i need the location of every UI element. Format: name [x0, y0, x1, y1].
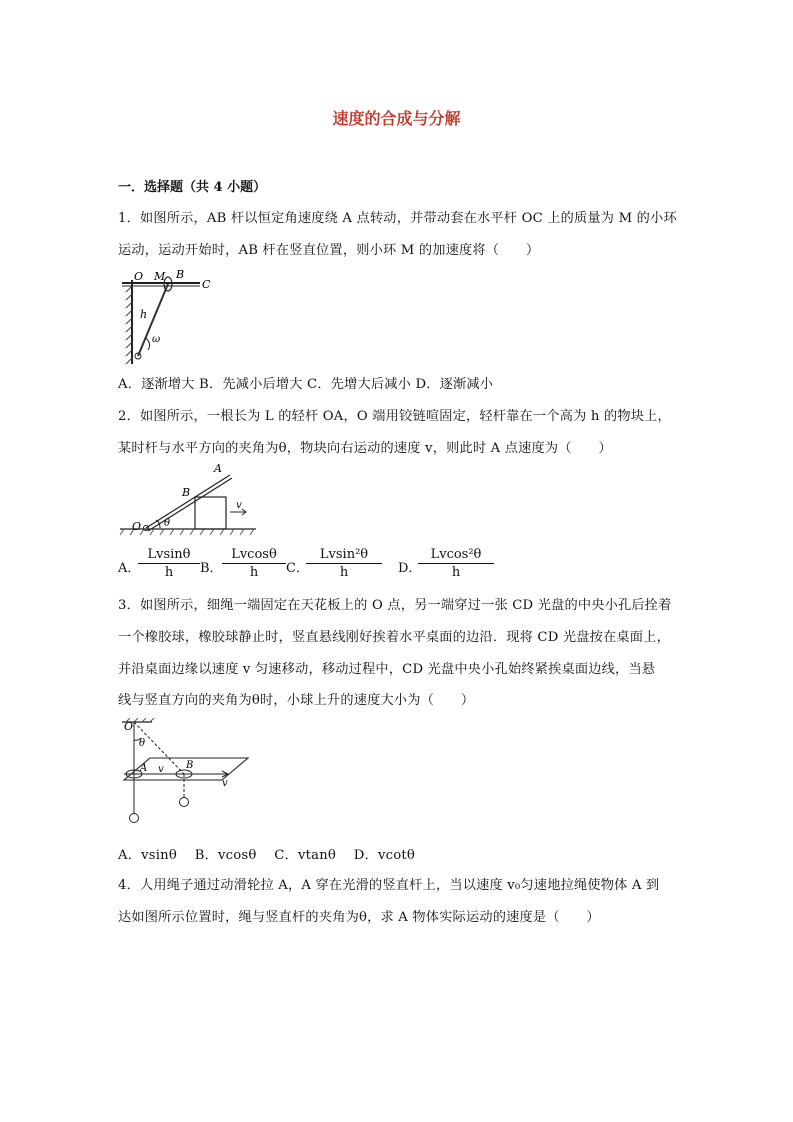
q2-option-c-label: C．: [286, 561, 309, 576]
q2-label-theta: θ: [164, 518, 171, 529]
q2-option-b-numerator: Lvcosθ: [222, 547, 286, 564]
q1-options: A．逐渐增大 B．先减小后增大 C．先增大后减小 D．逐渐减小: [118, 377, 494, 392]
q2-figure: [118, 462, 260, 538]
q3-label-theta: θ: [139, 738, 146, 749]
q2-label-a: A: [214, 462, 222, 475]
q2-option-c-numerator: Lvsin²θ: [306, 547, 382, 564]
q1-text-line-2: 运动，运动开始时，AB 杆在竖直位置，则小环 M 的加速度将（ ）: [118, 243, 540, 258]
q2-option-d-numerator: Lvcos²θ: [418, 547, 494, 564]
q1-figure: [118, 266, 228, 368]
q3-label-v2: v: [222, 778, 228, 789]
q2-option-c-denominator: h: [339, 565, 349, 580]
q4-text-line-1: 4．人用绳子通过动滑轮拉 A，A 穿在光滑的竖直杆上，当以速度 v₀匀速地拉绳使物体 A 到: [118, 878, 660, 893]
q1-label-h: h: [140, 308, 148, 321]
q1-label-b: B: [176, 268, 185, 281]
q2-option-c-fraction: [306, 547, 382, 580]
q1-label-c: C: [202, 278, 211, 291]
q3-label-o: O: [124, 720, 134, 733]
q4-text-line-2: 达如图所示位置时，绳与竖直杆的夹角为θ，求 A 物体实际运动的速度是（ ）: [118, 910, 600, 925]
q1-label-o: O: [134, 270, 144, 283]
q2-option-a-numerator: Lvsinθ: [138, 547, 200, 564]
page-title: 速度的合成与分解: [332, 109, 461, 128]
q3-label-a: A: [140, 763, 148, 774]
q1-label-omega: ω: [152, 334, 161, 345]
q2-option-a-fraction: [138, 547, 200, 580]
q2-label-v: v: [236, 500, 242, 511]
q2-option-d-label: D．: [398, 561, 422, 576]
q3-label-v1: v: [158, 764, 164, 775]
q2-text-line-2: 某时杆与水平方向的夹角为θ，物块向右运动的速度 v，则此时 A 点速度为（ ）: [118, 441, 612, 456]
section-heading: 一．选择题（共 4 小题）: [118, 180, 267, 195]
q2-option-d-denominator: h: [451, 565, 461, 580]
q3-options: A．vsinθ B．vcosθ C．vtanθ D．vcotθ: [118, 848, 415, 863]
q3-text-line-1: 3．如图所示，细绳一端固定在天花板上的 O 点，另一端穿过一张 CD 光盘的中央小孔后拴着: [118, 598, 672, 613]
q3-text-line-4: 线与竖直方向的夹角为θ时，小球上升的速度大小为（ ）: [118, 693, 475, 708]
q3-text-line-2: 一个橡胶球，橡胶球静止时，竖直悬线刚好挨着水平桌面的边沿．现将 CD 光盘按在桌面上，: [118, 630, 670, 645]
q2-option-d-fraction: [418, 547, 494, 580]
q2-text-line-1: 2．如图所示，一根长为 L 的轻杆 OA，O 端用铰链喧固定，轻杆靠在一个高为 h 的物块上，: [118, 409, 671, 424]
q3-label-b: B: [186, 760, 194, 771]
q2-option-b-denominator: h: [249, 565, 259, 580]
q1-text-line-1: 1．如图所示，AB 杆以恒定角速度绕 A 点转动，并带动套在水平杆 OC 上的质量为 M 的小环: [118, 211, 677, 226]
q3-text-line-3: 并沿桌面边缘以速度 v 匀速移动，移动过程中，CD 光盘中央小孔始终紧挨桌面边线，当悬: [118, 662, 656, 677]
q2-label-b: B: [182, 486, 191, 499]
q2-option-b-label: B．: [200, 561, 223, 576]
q2-label-o: O: [132, 520, 142, 533]
q2-option-b-fraction: [222, 547, 286, 580]
q1-label-m: M: [154, 270, 166, 283]
q3-figure: [118, 718, 254, 826]
q2-option-a-denominator: h: [164, 565, 174, 580]
q2-option-a-label: A．: [118, 561, 141, 576]
